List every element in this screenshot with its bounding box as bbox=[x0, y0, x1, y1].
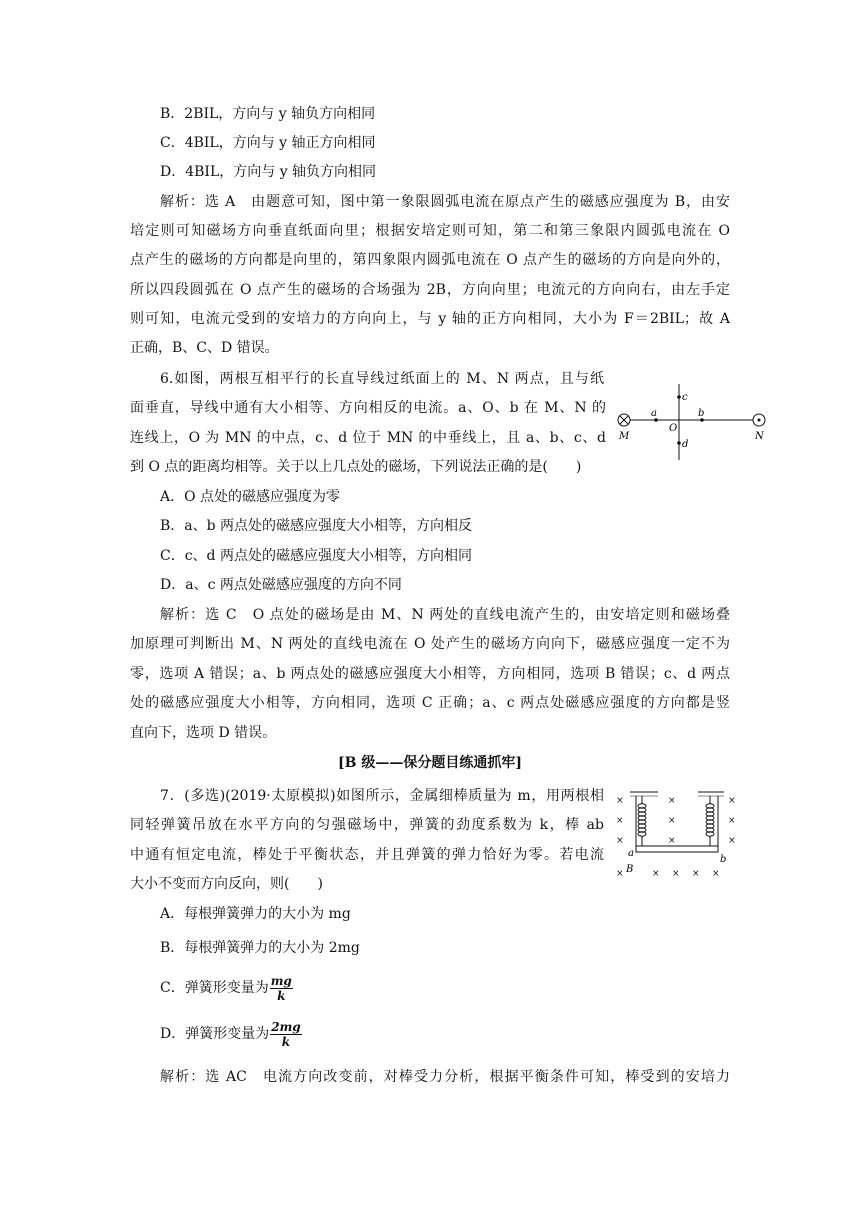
q7-option-d-fraction bbox=[270, 1020, 301, 1049]
q6-analysis-line-3: 零，选项 A 错误；a、b 两点处的磁感应强度大小相等，方向相同，选项 B 错误；c、d 两点 bbox=[130, 666, 730, 682]
q6-stem-line-1: 6.如图，两根互相平行的长直导线过纸面上的 M、N 两点，且与纸 bbox=[160, 371, 604, 387]
svg-text:×: × bbox=[668, 816, 676, 826]
q7-option-c-text: C．弹簧形变量为 bbox=[160, 980, 269, 996]
q5-option-d: D．4BIL，方向与 y 轴负方向相同 bbox=[160, 164, 377, 180]
svg-text:×: × bbox=[712, 869, 720, 879]
q7-stem-line-2: 同轻弹簧吊放在水平方向的匀强磁场中，弹簧的劲度系数为 k，棒 ab bbox=[130, 817, 604, 833]
q5-analysis-line-4: 所以四段圆弧在 O 点产生的磁场的合场强为 2B，方向向里；电流元的方向向右，由左手定 bbox=[130, 282, 730, 298]
q7-analysis-line-1: 解析：选 AC 电流方向改变前，对棒受力分析，根据平衡条件可知，棒受到的安培力 bbox=[160, 1069, 730, 1085]
q7-stem-line-3: 中通有恒定电流，棒处于平衡状态，并且弹簧的弹力恰好为零。若电流 bbox=[130, 847, 604, 863]
q6-option-a: A．O 点处的磁感应强度为零 bbox=[160, 489, 341, 505]
section-heading: [B 级——保分题目练通抓牢] bbox=[338, 755, 522, 771]
right-spring-icon bbox=[706, 796, 714, 846]
q6-option-b: B．a、b 两点处的磁感应强度大小相等，方向相反 bbox=[160, 518, 473, 534]
q7-stem-line-1: 7．(多选)(2019·太原模拟)如图所示，金属细棒质量为 m，用两根相 bbox=[160, 788, 604, 804]
svg-text:×: × bbox=[616, 869, 624, 879]
metal-rod bbox=[636, 846, 718, 852]
left-spring-icon bbox=[638, 796, 646, 846]
q6-analysis-line-2: 加原理可判断出 M、N 两处的直线电流在 O 处产生的磁场方向向下，磁感应强度一定不为 bbox=[130, 636, 730, 652]
svg-text:×: × bbox=[728, 816, 736, 826]
q6-option-d: D．a、c 两点处磁感应强度的方向不同 bbox=[160, 577, 402, 593]
q7-option-c-fraction bbox=[270, 974, 293, 1003]
svg-text:×: × bbox=[728, 796, 736, 806]
svg-text:×: × bbox=[692, 869, 700, 879]
q6-analysis-line-1: 解析：选 C O 点处的磁场是由 M、N 两处的直线电流产生的，由安培定则和磁场叠 bbox=[160, 607, 730, 623]
q5-option-c: C．4BIL，方向与 y 轴正方向相同 bbox=[160, 135, 376, 151]
q7-stem-line-4: 大小不变而方向反向，则( ) bbox=[130, 876, 323, 892]
fraction-numerator: mg bbox=[270, 973, 292, 988]
wire-m-into-page-icon bbox=[618, 414, 630, 426]
svg-text:×: × bbox=[668, 796, 676, 806]
q6-stem-line-3: 连线上，O 为 MN 的中点，c、d 位于 MN 的中垂线上，且 a、b、c、d bbox=[130, 430, 606, 446]
q6-analysis-line-5: 直向下，选项 D 错误。 bbox=[130, 725, 277, 741]
label-d: d bbox=[682, 439, 689, 450]
svg-text:×: × bbox=[668, 836, 676, 846]
svg-text:×: × bbox=[616, 816, 624, 826]
label-n: N bbox=[755, 431, 764, 442]
fraction-denominator: k bbox=[277, 988, 286, 1003]
q5-analysis-line-2: 培定则可知磁场方向垂直纸面向里；根据安培定则可知，第二和第三象限内圆弧电流在 O bbox=[130, 223, 730, 239]
q7-option-c bbox=[160, 970, 293, 1006]
q6-analysis-line-4: 处的磁感应强度大小相等，方向相同，选项 C 正确；a、c 两点处磁感应强度的方向都是竖 bbox=[130, 695, 730, 711]
q7-figure bbox=[612, 786, 740, 880]
q5-analysis-line-1: 解析：选 A 由题意可知，图中第一象限圆弧电流在原点产生的磁感应强度为 B，由安 bbox=[160, 194, 730, 210]
q7-option-b: B．每根弹簧弹力的大小为 2mg bbox=[160, 940, 360, 956]
point-c bbox=[677, 395, 681, 399]
label-b: b bbox=[698, 408, 705, 419]
label-o: O bbox=[669, 423, 678, 434]
label-a: a bbox=[628, 848, 634, 859]
q5-analysis-line-5: 则可知，电流元受到的安培力的方向向上，与 y 轴的正方向相同，大小为 F＝2BIL；故 A bbox=[130, 311, 730, 327]
wire-n-out-of-page-icon bbox=[753, 414, 765, 426]
label-c: c bbox=[682, 392, 688, 403]
label-field-b: B bbox=[626, 864, 634, 875]
q5-option-b: B．2BIL，方向与 y 轴负方向相同 bbox=[160, 106, 376, 122]
svg-text:×: × bbox=[728, 836, 736, 846]
q6-stem-line-2: 面垂直，导线中通有大小相等、方向相反的电流。a、O、b 在 M、N 的 bbox=[130, 400, 606, 416]
q5-analysis-line-3: 点产生的磁场的方向都是向里的，第四象限内圆弧电流在 O 点产生的磁场的方向是向外的， bbox=[130, 252, 730, 268]
q7-option-d bbox=[160, 1016, 302, 1052]
label-b: b bbox=[720, 854, 727, 865]
fraction-numerator: 2mg bbox=[271, 1019, 301, 1034]
q7-option-d-text: D．弹簧形变量为 bbox=[160, 1026, 270, 1042]
svg-text:×: × bbox=[616, 836, 624, 846]
q7-option-a: A．每根弹簧弹力的大小为 mg bbox=[160, 906, 351, 922]
q6-option-c: C．c、d 两点处的磁感应强度大小相等，方向相同 bbox=[160, 548, 472, 564]
q5-analysis-line-6: 正确，B、C、D 错误。 bbox=[130, 340, 279, 356]
point-d bbox=[677, 441, 681, 445]
label-a: a bbox=[651, 408, 657, 419]
label-m: M bbox=[619, 431, 630, 442]
svg-text:×: × bbox=[652, 869, 660, 879]
fraction-denominator: k bbox=[281, 1034, 291, 1049]
svg-text:×: × bbox=[616, 796, 624, 806]
q6-stem-line-4: 到 O 点的距离均相等。关于以上几点处的磁场，下列说法正确的是( ) bbox=[130, 459, 582, 475]
q6-figure bbox=[612, 380, 772, 466]
svg-text:×: × bbox=[672, 869, 680, 879]
